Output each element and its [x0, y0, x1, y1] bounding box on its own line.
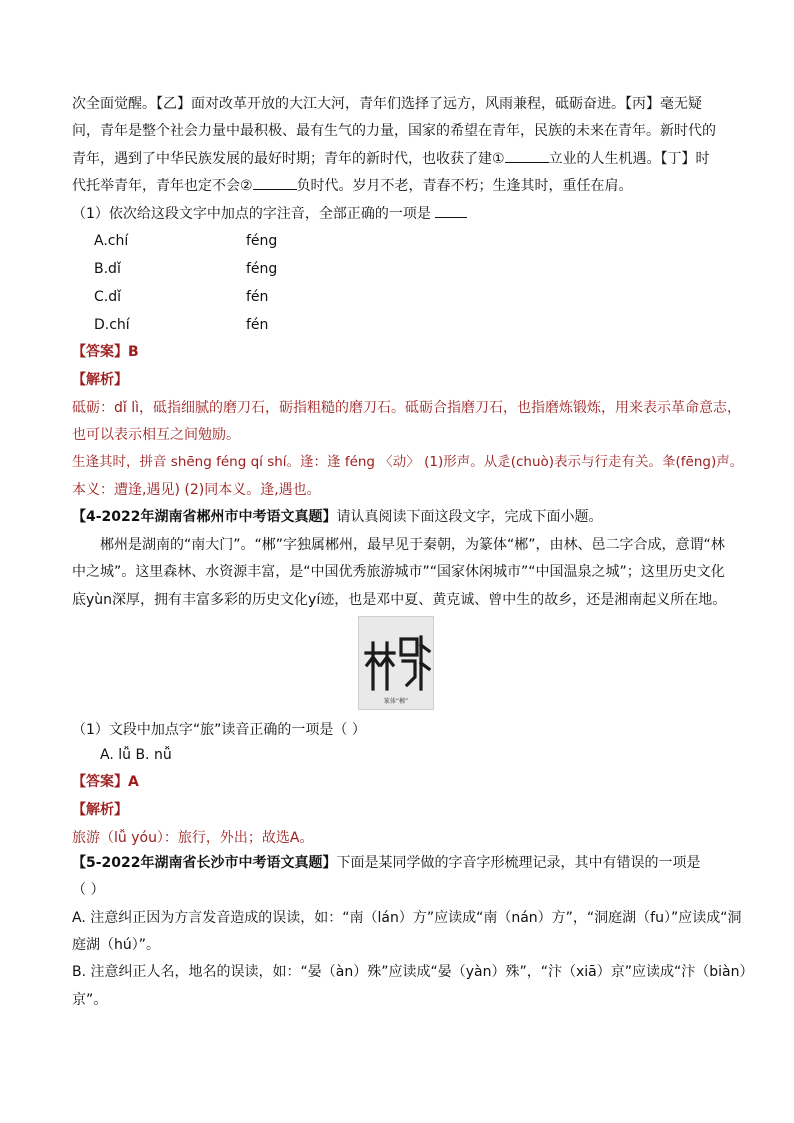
option-b-second: féng	[246, 261, 278, 277]
section-4-instruction: 请认真阅读下面这段文字，完成下面小题。	[336, 509, 603, 525]
passage-line-4-start: 代托举青年，青年也定不会②	[72, 178, 253, 194]
section-4-title: 【4-2022年湖南省郴州市中考语文真题】	[72, 509, 337, 525]
section-5-option-a-line-2: 庭湖（hú）”。	[72, 937, 160, 953]
option-a-first: A.chí	[94, 233, 129, 249]
passage-line-3-end: 立业的人生机遇。【丁】时	[548, 151, 710, 167]
section-5-option-b-line-1: B. 注意纠正人名，地名的误读，如：“晏（àn）殊”应读成“晏（yàn）殊”，“汴（xiā）京”应读成“汴（biàn）	[72, 964, 754, 980]
analysis-2-text: 旅游（lǚ yóu）：旅行，外出；故选A。	[72, 830, 314, 846]
analysis-1-line-3: 生逢其时，拼音 shēng féng qí shí。逢：逢 féng 〈动〉 (1)形声。从辵(chuò)表示与行走有关。夆(fēng)声。	[72, 454, 744, 470]
fill-blank-1[interactable]	[505, 148, 549, 163]
question-1-text: （1）依次给这段文字中加点的字注音，全部正确的一项是	[72, 206, 431, 222]
option-d-second: fén	[246, 317, 269, 333]
seal-graphic	[359, 617, 433, 709]
answer-label-2: 【答案】A	[72, 774, 139, 790]
option-c-first: C.dǐ	[94, 289, 122, 305]
section-5-instruction: 下面是某同学做的字音字形梳理记录，其中有错误的一项是	[336, 855, 701, 871]
answer-label-1: 【答案】B	[72, 344, 139, 360]
section-4-heading	[72, 507, 603, 527]
section-4-options: A. lǚ B. nǚ	[100, 747, 172, 763]
seal-caption: 篆体“郴”	[383, 698, 409, 705]
analysis-label-2: 【解析】	[72, 802, 128, 818]
passage-line-1: 次全面觉醒。【乙】面对改革开放的大江大河，青年们选择了远方，风雨兼程，砥砺奋进。【丙】毫无疑	[72, 96, 702, 112]
section-4-para-line-2: 中之城”。这里森林、水资源丰富，是“中国优秀旅游城市”“国家休闲城市”“中国温泉之城”；这里历史文化	[72, 564, 725, 580]
passage-line-3-start: 青年，遇到了中华民族发展的最好时期；青年的新时代，也收获了建①	[72, 151, 505, 167]
fill-blank-2[interactable]	[253, 175, 297, 190]
analysis-1-line-2: 也可以表示相互之间勉励。	[72, 427, 240, 443]
section-4-question-1: （1）文段中加点字“旅”读音正确的一项是（ ）	[72, 722, 366, 738]
passage-line-4-end: 负时代。岁月不老，青春不朽；生逢其时，重任在肩。	[296, 178, 633, 194]
answer-blank[interactable]	[435, 203, 467, 218]
passage-line-4	[72, 175, 633, 196]
seal-script-image	[358, 616, 434, 710]
option-d-first: D.chí	[94, 317, 130, 333]
option-c-second: fén	[246, 289, 269, 305]
section-5-title: 【5-2022年湖南省长沙市中考语文真题】	[72, 855, 337, 871]
analysis-1-line-4: 本义：遭逢,遇见) (2)同本义。逢,遇也。	[72, 482, 321, 498]
passage-line-2: 问，青年是整个社会力量中最积极、最有生气的力量，国家的希望在青年，民族的未来在青年。新时代的	[72, 123, 716, 139]
section-5-option-a-line-1: A. 注意纠正因为方言发音造成的误读，如：“南（lán）方”应读成“南（nán）方”，“洞庭湖（fu）”应读成“洞	[72, 910, 742, 926]
analysis-label-1: 【解析】	[72, 372, 128, 388]
analysis-1-line-1: 砥砺：dǐ lì，砥指细腻的磨刀石，砺指粗糙的磨刀石。砥砺合指磨刀石，也指磨炼锻炼，用来表示革命意志，	[72, 400, 742, 416]
section-5-heading	[72, 853, 701, 873]
section-5-paren: （ ）	[72, 882, 105, 898]
option-b-first: B.dǐ	[94, 261, 121, 277]
passage-line-3	[72, 148, 710, 169]
option-a-second: féng	[246, 233, 278, 249]
section-4-para-line-1: 郴州是湖南的“南大门”。“郴”字独属郴州，最早见于秦朝，为篆体“郴”，由林、邑二字合成，意谓“林	[100, 537, 725, 553]
section-5-option-b-line-2: 京”。	[72, 992, 108, 1008]
question-1-prompt	[72, 203, 467, 224]
section-4-para-line-3: 底yùn深厚，拥有丰富多彩的历史文化yí迹，也是邓中夏、黄克诚、曾中生的故乡，还是湘南起义所在地。	[72, 592, 727, 608]
